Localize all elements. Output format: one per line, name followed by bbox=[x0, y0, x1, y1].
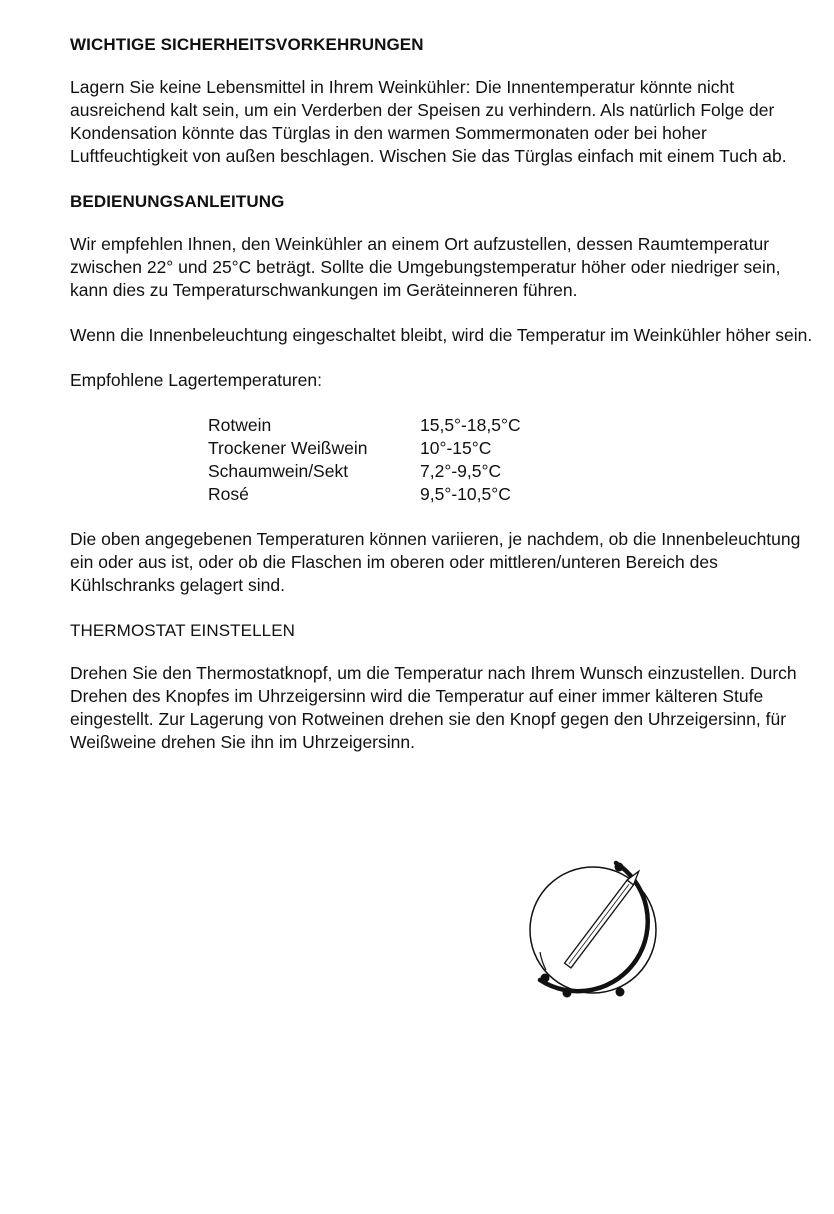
knob-pointer bbox=[565, 869, 642, 968]
safety-heading: WICHTIGE SICHERHEITSVORKEHRUNGEN bbox=[70, 35, 424, 54]
wine-type: Schaumwein/Sekt bbox=[208, 461, 349, 481]
manual-page bbox=[70, 33, 820, 754]
storage-temperatures-table bbox=[208, 414, 521, 506]
dial-dot-left bbox=[541, 974, 550, 983]
table-row bbox=[208, 437, 521, 460]
thermostat-paragraph: Drehen Sie den Thermostatknopf, um die Temperatur nach Ihrem Wunsch einzustellen. Durch Drehen des Knopfes im Uhrzeigersinn wird die Temperatur auf einer immer kälteren Stufe eingestellt. Zur Lagerung von Rotweinen drehen sie den Knopf gegen den Uhrzeigersinn, für Weißweine drehen Sie ihn im Uhrzeigersinn. bbox=[70, 663, 797, 752]
table-row bbox=[208, 483, 521, 506]
lighting-paragraph: Wenn die Innenbeleuchtung eingeschaltet bleibt, wird die Temperatur im Weinkühler höher sein. bbox=[70, 325, 813, 345]
temperature-range: 9,5°-10,5°C bbox=[420, 484, 511, 504]
manual-heading: BEDIENUNGSANLEITUNG bbox=[70, 192, 285, 211]
temperature-range: 10°-15°C bbox=[420, 438, 492, 458]
thermostat-heading: THERMOSTAT EINSTELLEN bbox=[70, 621, 296, 640]
table-row bbox=[208, 460, 521, 483]
room-temperature-paragraph: Wir empfehlen Ihnen, den Weinkühler an einem Ort aufzustellen, dessen Raumtemperatur zwischen 22° und 25°C beträgt. Sollte die Umgebungstemperatur höher oder niedriger sein, kann dies zu Temperaturschwankungen im Geräteinneren führen. bbox=[70, 234, 781, 300]
storage-temperatures-intro: Empfohlene Lagertemperaturen: bbox=[70, 370, 322, 390]
dial-dot-bottom bbox=[563, 989, 572, 998]
dial-dot-right bbox=[616, 988, 625, 997]
safety-paragraph: Lagern Sie keine Lebensmittel in Ihrem Weinkühler: Die Innentemperatur könnte nicht ausreichend kalt sein, um ein Verderben der Speisen zu verhindern. Als natürlich Folge der Kondensation könnte das Türglas in den warmen Sommermonaten oder bei hoher Luftfeuchtigkeit von außen beschlagen. Wischen Sie das Türglas einfach mit einem Tuch ab. bbox=[70, 77, 787, 166]
dial-dot-top bbox=[615, 863, 624, 872]
wine-type: Rotwein bbox=[208, 415, 272, 435]
thermostat-dial-icon bbox=[516, 852, 671, 1012]
temperature-variation-paragraph: Die oben angegebenen Temperaturen können variieren, je nachdem, ob die Innenbeleuchtung ein oder aus ist, oder ob die Flaschen im oberen oder mittleren/unteren Bereich des Kühlschranks gelagert sind. bbox=[70, 529, 801, 595]
wine-type: Rosé bbox=[208, 484, 249, 504]
table-row bbox=[208, 414, 521, 437]
temperature-range: 15,5°-18,5°C bbox=[420, 415, 521, 435]
wine-type: Trockener Weißwein bbox=[208, 438, 368, 458]
temperature-range: 7,2°-9,5°C bbox=[420, 461, 502, 481]
